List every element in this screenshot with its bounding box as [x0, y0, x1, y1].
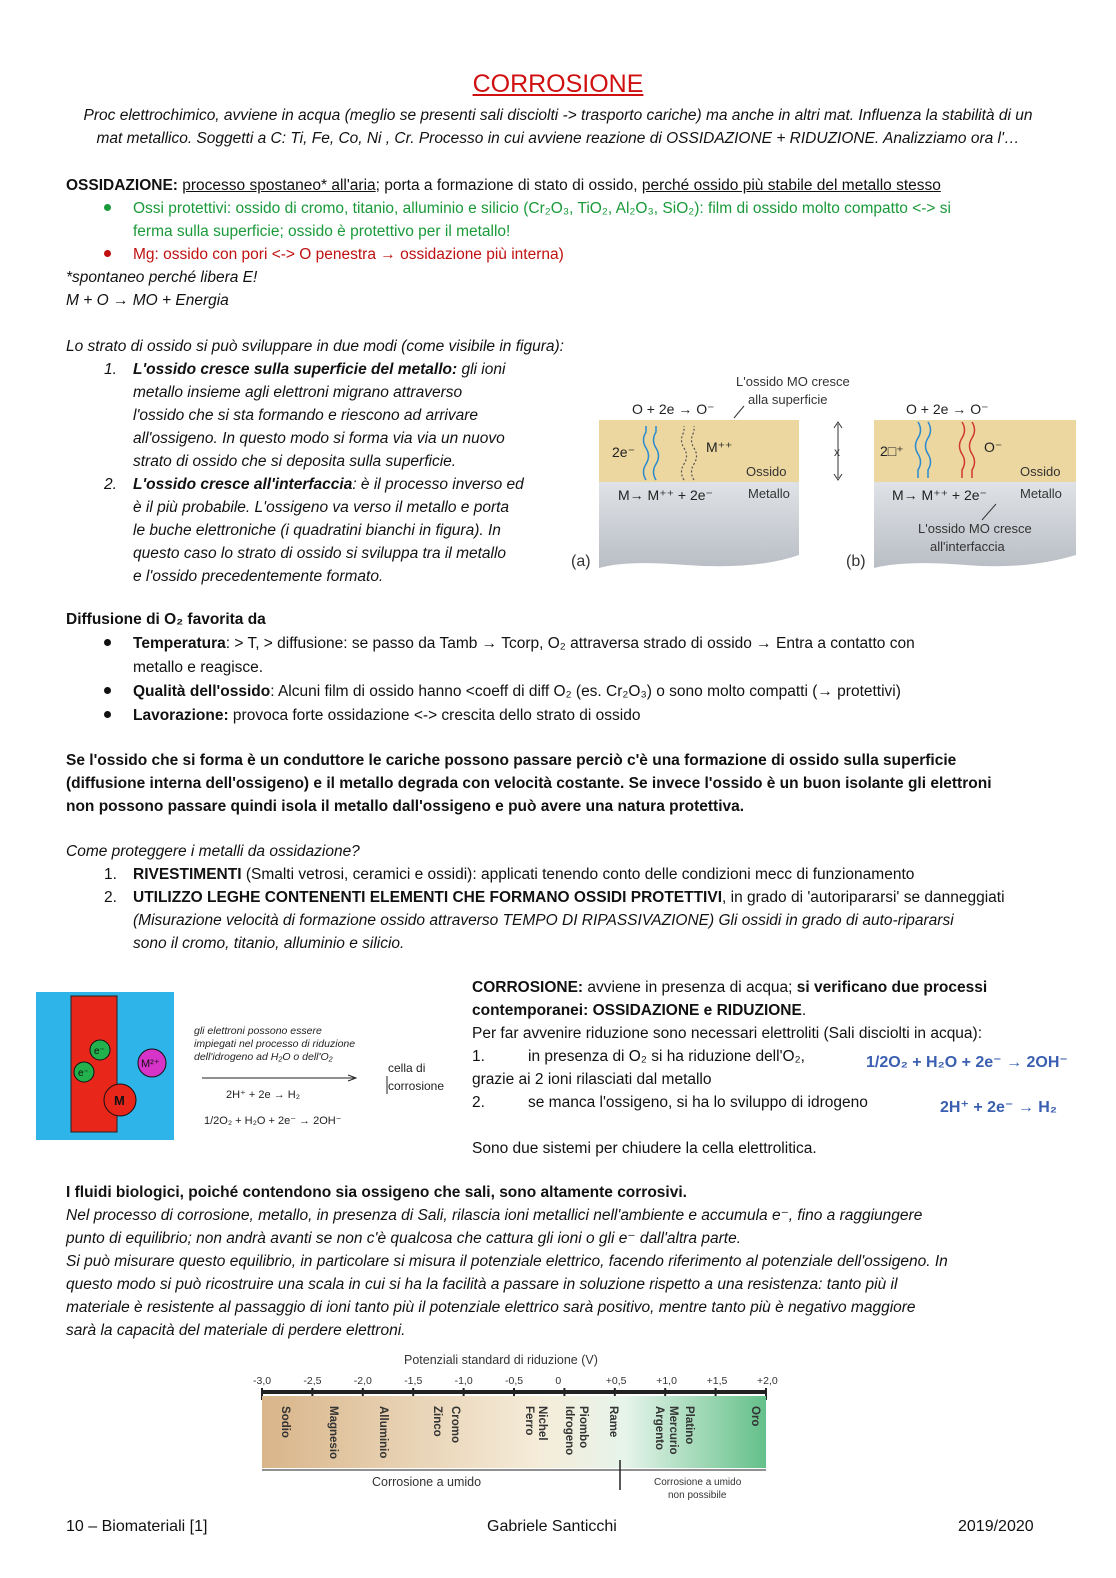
cell-text-2: impiegati nel processo di riduzione: [194, 1038, 356, 1050]
corrosione-item-2: se manca l'ossigeno, si ha lo sviluppo di idrogeno: [528, 1094, 868, 1111]
leghe-label: UTILIZZO LEGHE CONTENENTI ELEMENTI CHE FORMANO OSSIDI PROTETTIVI: [133, 889, 723, 906]
tick-label: -3,0: [253, 1375, 272, 1387]
o-minus-label: O⁻: [984, 439, 1003, 455]
rivestimenti-text: (Smalti vetrosi, ceramici e ossidi): applicati tenendo conto delle condizioni mecc di funzionamento: [241, 866, 915, 883]
strato-item-2-bold: L'ossido cresce all'interfaccia: [133, 476, 353, 493]
cell-arrow: [202, 1075, 356, 1081]
metal-atom-label: M: [114, 1093, 125, 1108]
corrosione-item-1: in presenza di O₂ si ha riduzione dell'O₂,: [528, 1048, 805, 1065]
strato-item-1-l2: metallo insieme agli elettroni migrano attraverso: [133, 384, 463, 401]
strato-item-1-l5: strato di ossido che si deposita sulla superficie.: [133, 453, 457, 470]
leghe-text: , in grado di 'autoripararsi' se danneggiati: [722, 889, 1005, 906]
fluidi-bold: I fluidi biologici, poiché contendono sia ossigeno che sali, sono altamente corrosivi.: [66, 1184, 687, 1201]
ossidazione-part2: ; porta a formazione di stato di ossido,: [375, 177, 642, 194]
temperatura-line: [133, 632, 1063, 655]
lavorazione-text: provoca forte ossidazione <-> crescita dello strato di ossido: [228, 707, 641, 724]
metallo-label-a: Metallo: [748, 486, 790, 501]
mpp-label: M⁺⁺: [706, 439, 733, 455]
element-label: Platino: [683, 1406, 695, 1445]
temperatura-text-2: metallo e reagisce.: [133, 659, 264, 676]
eq-metal-a: M→ M⁺⁺ + 2e⁻: [618, 487, 713, 503]
fluidi-line-6: sarà la capacità del materiale di perdere elettroni.: [66, 1322, 406, 1339]
lavorazione-line: [133, 704, 640, 727]
qualita-line: [133, 680, 1063, 703]
corrosione-line-1: [472, 976, 1072, 999]
protect-num-1: 1.: [104, 866, 117, 883]
bullet-3: [104, 711, 111, 718]
strato-item-2: [133, 473, 573, 496]
rivestimenti-label: RIVESTIMENTI: [133, 866, 242, 883]
equation-o2: 1/2O₂ + H₂O + 2e⁻ → 2OH⁻: [866, 1054, 1068, 1071]
tick-label: +0,5: [605, 1375, 627, 1387]
strato-item-1-bold: L'ossido cresce sulla superficie del metallo:: [133, 361, 458, 378]
leghe-line: [133, 886, 1053, 909]
ossido-label-a: Ossido: [746, 464, 787, 479]
conduttore-line-3: non possono passare quindi isola il metallo dall'ossigeno e può avere una natura protettiva.: [66, 798, 745, 815]
panel-a-label: (a): [571, 553, 591, 570]
strato-item-1: [133, 358, 573, 381]
qualita-label: Qualità dell'ossido: [133, 683, 271, 700]
fluidi-line-3: Si può misurare questo equilibrio, in particolare si misura il potenziale elettrico, facendo riferimento al potenziale dell'ossigeno. In: [66, 1253, 948, 1270]
footer-center: Gabriele Santicchi: [487, 1518, 617, 1535]
leghe-italic-2: sono il cromo, titanio, alluminio e silicio.: [133, 935, 405, 952]
corrosione-close: Sono due sistemi per chiudere la cella elettrolitica.: [472, 1140, 817, 1157]
bullet-red: [104, 250, 111, 257]
two-hole-label: 2□⁺: [880, 443, 904, 459]
label-a-top: L'ossido MO cresce: [736, 374, 850, 389]
strato-intro: Lo strato di ossido si può sviluppare in due modi (come visibile in figura):: [66, 338, 564, 355]
leghe-italic-1: (Misurazione velocità di formazione ossido attraverso TEMPO DI RIPASSIVAZIONE) Gli ossidi in grado di auto-ripararsi: [133, 912, 954, 929]
oxide-growth-figure: [566, 370, 1082, 580]
element-label: Mercurio: [667, 1406, 679, 1455]
label-b-2: all'interfaccia: [930, 539, 1005, 554]
element-label: Rame: [607, 1406, 619, 1438]
page-title: CORROSIONE: [472, 70, 644, 98]
eq-top-a: O + 2e → O⁻: [632, 401, 715, 417]
electron-label-1: e⁻: [94, 1046, 105, 1057]
tick-label: -2,5: [303, 1375, 322, 1387]
corrosione-dot: .: [801, 1002, 807, 1019]
label-no-corrosione-1: Corrosione a umido: [654, 1477, 742, 1488]
strato-item-2-l5: e l'ossido precedentemente formato.: [133, 568, 384, 585]
corrosione-line-2: [472, 999, 806, 1022]
corrosione-bold-3: contemporanei: OSSIDAZIONE e RIDUZIONE: [472, 1002, 802, 1019]
ossidazione-label: OSSIDAZIONE:: [66, 177, 178, 194]
electron-label-2: e⁻: [78, 1068, 89, 1079]
cella-label-2: corrosione: [388, 1079, 445, 1093]
conduttore-line-2: (diffusione interna dell'ossigeno) e il metallo degrada con velocità costante. Se invece l'ossido è un buon isolante gli elettroni: [66, 775, 992, 792]
rivestimenti-line: [133, 863, 914, 886]
two-e-label: 2e⁻: [612, 444, 635, 460]
tick-label: -2,0: [353, 1375, 372, 1387]
footer-right: 2019/2020: [958, 1518, 1034, 1535]
diffusione-head: Diffusione di O₂ favorita da: [66, 611, 266, 628]
scale-title: Potenziali standard di riduzione (V): [404, 1353, 598, 1367]
element-label: Ferro: [523, 1406, 535, 1436]
corrosione-text-1: avviene in presenza di acqua;: [583, 979, 797, 996]
oxidation-equation: M + O → MO + Energia: [66, 292, 229, 309]
corrosione-num-2: 2.: [472, 1094, 485, 1111]
leader-line-a: [734, 406, 744, 418]
x-label: x: [834, 445, 840, 459]
cella-label-1: cella di: [388, 1061, 426, 1075]
eq-top-b: O + 2e → O⁻: [906, 401, 989, 417]
fluidi-line-4: questo modo si può ricostruire una scala in cui si ha la facilità a passare in soluzione rispetto a una resistenza: tanto più il: [66, 1276, 898, 1293]
strato-num-2: 2.: [104, 476, 117, 493]
temperatura-label: Temperatura: [133, 635, 226, 652]
protect-num-2: 2.: [104, 889, 117, 906]
metallo-label-b: Metallo: [1020, 486, 1062, 501]
potential-scale-figure: [244, 1348, 784, 1508]
strato-item-1-l1: gli ioni: [457, 361, 506, 378]
ossidazione-line: [66, 174, 1056, 197]
green-bullet-text-1: Ossi protettivi: ossido di cromo, titanio, alluminio e silicio (Cr₂O₃, TiO₂, Al₂O₃, SiO₂): film di ossido molto compatto <-> si: [133, 200, 951, 217]
qualita-text: : Alcuni film di ossido hanno <coeff di diff O₂ (es. Cr₂O₃) o sono molto compatti (→ protettivi): [270, 683, 901, 700]
element-label: Alluminio: [377, 1406, 389, 1459]
tick-label: -1,0: [454, 1375, 473, 1387]
element-label: Zinco: [431, 1406, 443, 1437]
eq-metal-b: M→ M⁺⁺ + 2e⁻: [892, 487, 987, 503]
protect-question: Come proteggere i metalli da ossidazione?: [66, 843, 360, 860]
green-bullet-text-2: ferma sulla superficie; ossido è protettivo per il metallo!: [133, 223, 511, 240]
fluidi-line-2: punto di equilibrio; non andrà avanti se non c'è qualcosa che cattura gli ioni o gli e⁻ dall'altra parte.: [66, 1230, 741, 1247]
element-label: Magnesio: [327, 1406, 339, 1460]
tick-label: -0,5: [505, 1375, 524, 1387]
corrosione-num-1: 1.: [472, 1048, 485, 1065]
equation-h2: 2H⁺ + 2e⁻ → H₂: [940, 1099, 1057, 1116]
corrosione-item-1b: grazie ai 2 ioni rilasciati dal metallo: [472, 1071, 712, 1088]
conduttore-line-1: Se l'ossido che si forma è un conduttore le cariche possono passare perciò c'è una formazione di ossido sulla superficie: [66, 752, 957, 769]
element-label: Cromo: [449, 1406, 461, 1444]
spontaneo-note: *spontaneo perché libera E!: [66, 269, 258, 286]
label-corrosione-umido: Corrosione a umido: [372, 1475, 482, 1489]
label-b-1: L'ossido MO cresce: [918, 521, 1032, 536]
cell-text-3: dell'idrogeno ad H₂O o dell'O₂: [194, 1051, 333, 1063]
panel-b-label: (b): [846, 553, 866, 570]
bullet-2: [104, 687, 111, 694]
bullet-1: [104, 639, 111, 646]
corrosion-cell-figure: [36, 990, 460, 1142]
cell-text-1: gli elettroni possono essere: [194, 1025, 322, 1037]
corrosione-label: CORROSIONE:: [472, 979, 584, 996]
fluidi-line-5: materiale è resistente al passaggio di ioni tanto più il potenziale elettrico sarà positivo, mentre tanto più è negativo maggiore: [66, 1299, 916, 1316]
tick-label: 0: [555, 1375, 562, 1387]
element-label: Nichel: [536, 1406, 548, 1441]
corrosione-bold-2: si verificano due processi: [796, 979, 988, 996]
red-bullet-text: Mg: ossido con pori <-> O penestra → ossidazione più interna): [133, 246, 564, 263]
element-label: Sodio: [279, 1406, 291, 1438]
strato-item-2-l2: è il più probabile. L'ossigeno va verso il metallo e porta: [133, 499, 510, 516]
strato-item-2-l1: : è il processo inverso ed: [352, 476, 524, 493]
intro-paragraph: Proc elettrochimico, avviene in acqua (meglio se presenti sali disciolti -> trasporto cariche) ma anche in altri mat. Influenza la stabilità di un mat metallico. Soggetti a C: Ti, Fe, Co, Ni , Cr. Processo in cui avviene reazione di OSSIDAZIONE + RIDUZIONE. Analizziamo ora l'…: [83, 107, 1033, 147]
fluidi-line-1: Nel processo di corrosione, metallo, in presenza di Sali, rilascia ioni metallici nell'ambiente e accumula e⁻, fino a raggiungere: [66, 1207, 923, 1224]
ossido-label-b: Ossido: [1020, 464, 1061, 479]
bullet-green: [104, 204, 111, 211]
tick-label: -1,5: [404, 1375, 423, 1387]
element-label: Argento: [653, 1406, 665, 1451]
temperatura-text: : > T, > diffusione: se passo da Tamb → Tcorp, O₂ attraversa strado di ossido → Entra a contatto con: [225, 635, 915, 652]
strato-item-1-l3: l'ossido che si sta formando e riescono ad arrivare: [133, 407, 478, 424]
corrosione-line-3: Per far avvenire riduzione sono necessari elettroliti (Sali disciolti in acqua):: [472, 1025, 983, 1042]
element-label: Oro: [749, 1406, 761, 1427]
strato-item-2-l3: le buche elettroniche (i quadratini bianchi in figura). In: [133, 522, 501, 539]
label-a-top2: alla superficie: [748, 392, 828, 407]
tick-label: +1,5: [706, 1375, 728, 1387]
cell-eq-1: 2H⁺ + 2e → H₂: [226, 1089, 300, 1101]
cell-eq-2: 1/2O₂ + H₂O + 2e⁻ → 2OH⁻: [204, 1115, 342, 1127]
ossidazione-part3: perché ossido più stabile del metallo stesso: [641, 177, 941, 194]
strato-item-1-l4: all'ossigeno. In questo modo si forma via via un nuovo: [133, 430, 505, 447]
strato-item-2-l4: questo caso lo strato di ossido si sviluppa tra il metallo: [133, 545, 507, 562]
label-no-corrosione-2: non possibile: [668, 1490, 727, 1501]
element-label: Piombo: [577, 1406, 589, 1449]
element-label: Idrogeno: [563, 1406, 575, 1456]
footer-left: 10 – Biomateriali [1]: [66, 1518, 208, 1535]
strato-num-1: 1.: [104, 361, 117, 378]
lavorazione-label: Lavorazione:: [133, 707, 229, 724]
tick-label: +2,0: [757, 1375, 778, 1387]
ossidazione-part1: processo spostaneo* all'aria: [182, 177, 376, 194]
metal-ion-label: M²⁺: [141, 1058, 160, 1070]
tick-label: +1,0: [656, 1375, 677, 1387]
